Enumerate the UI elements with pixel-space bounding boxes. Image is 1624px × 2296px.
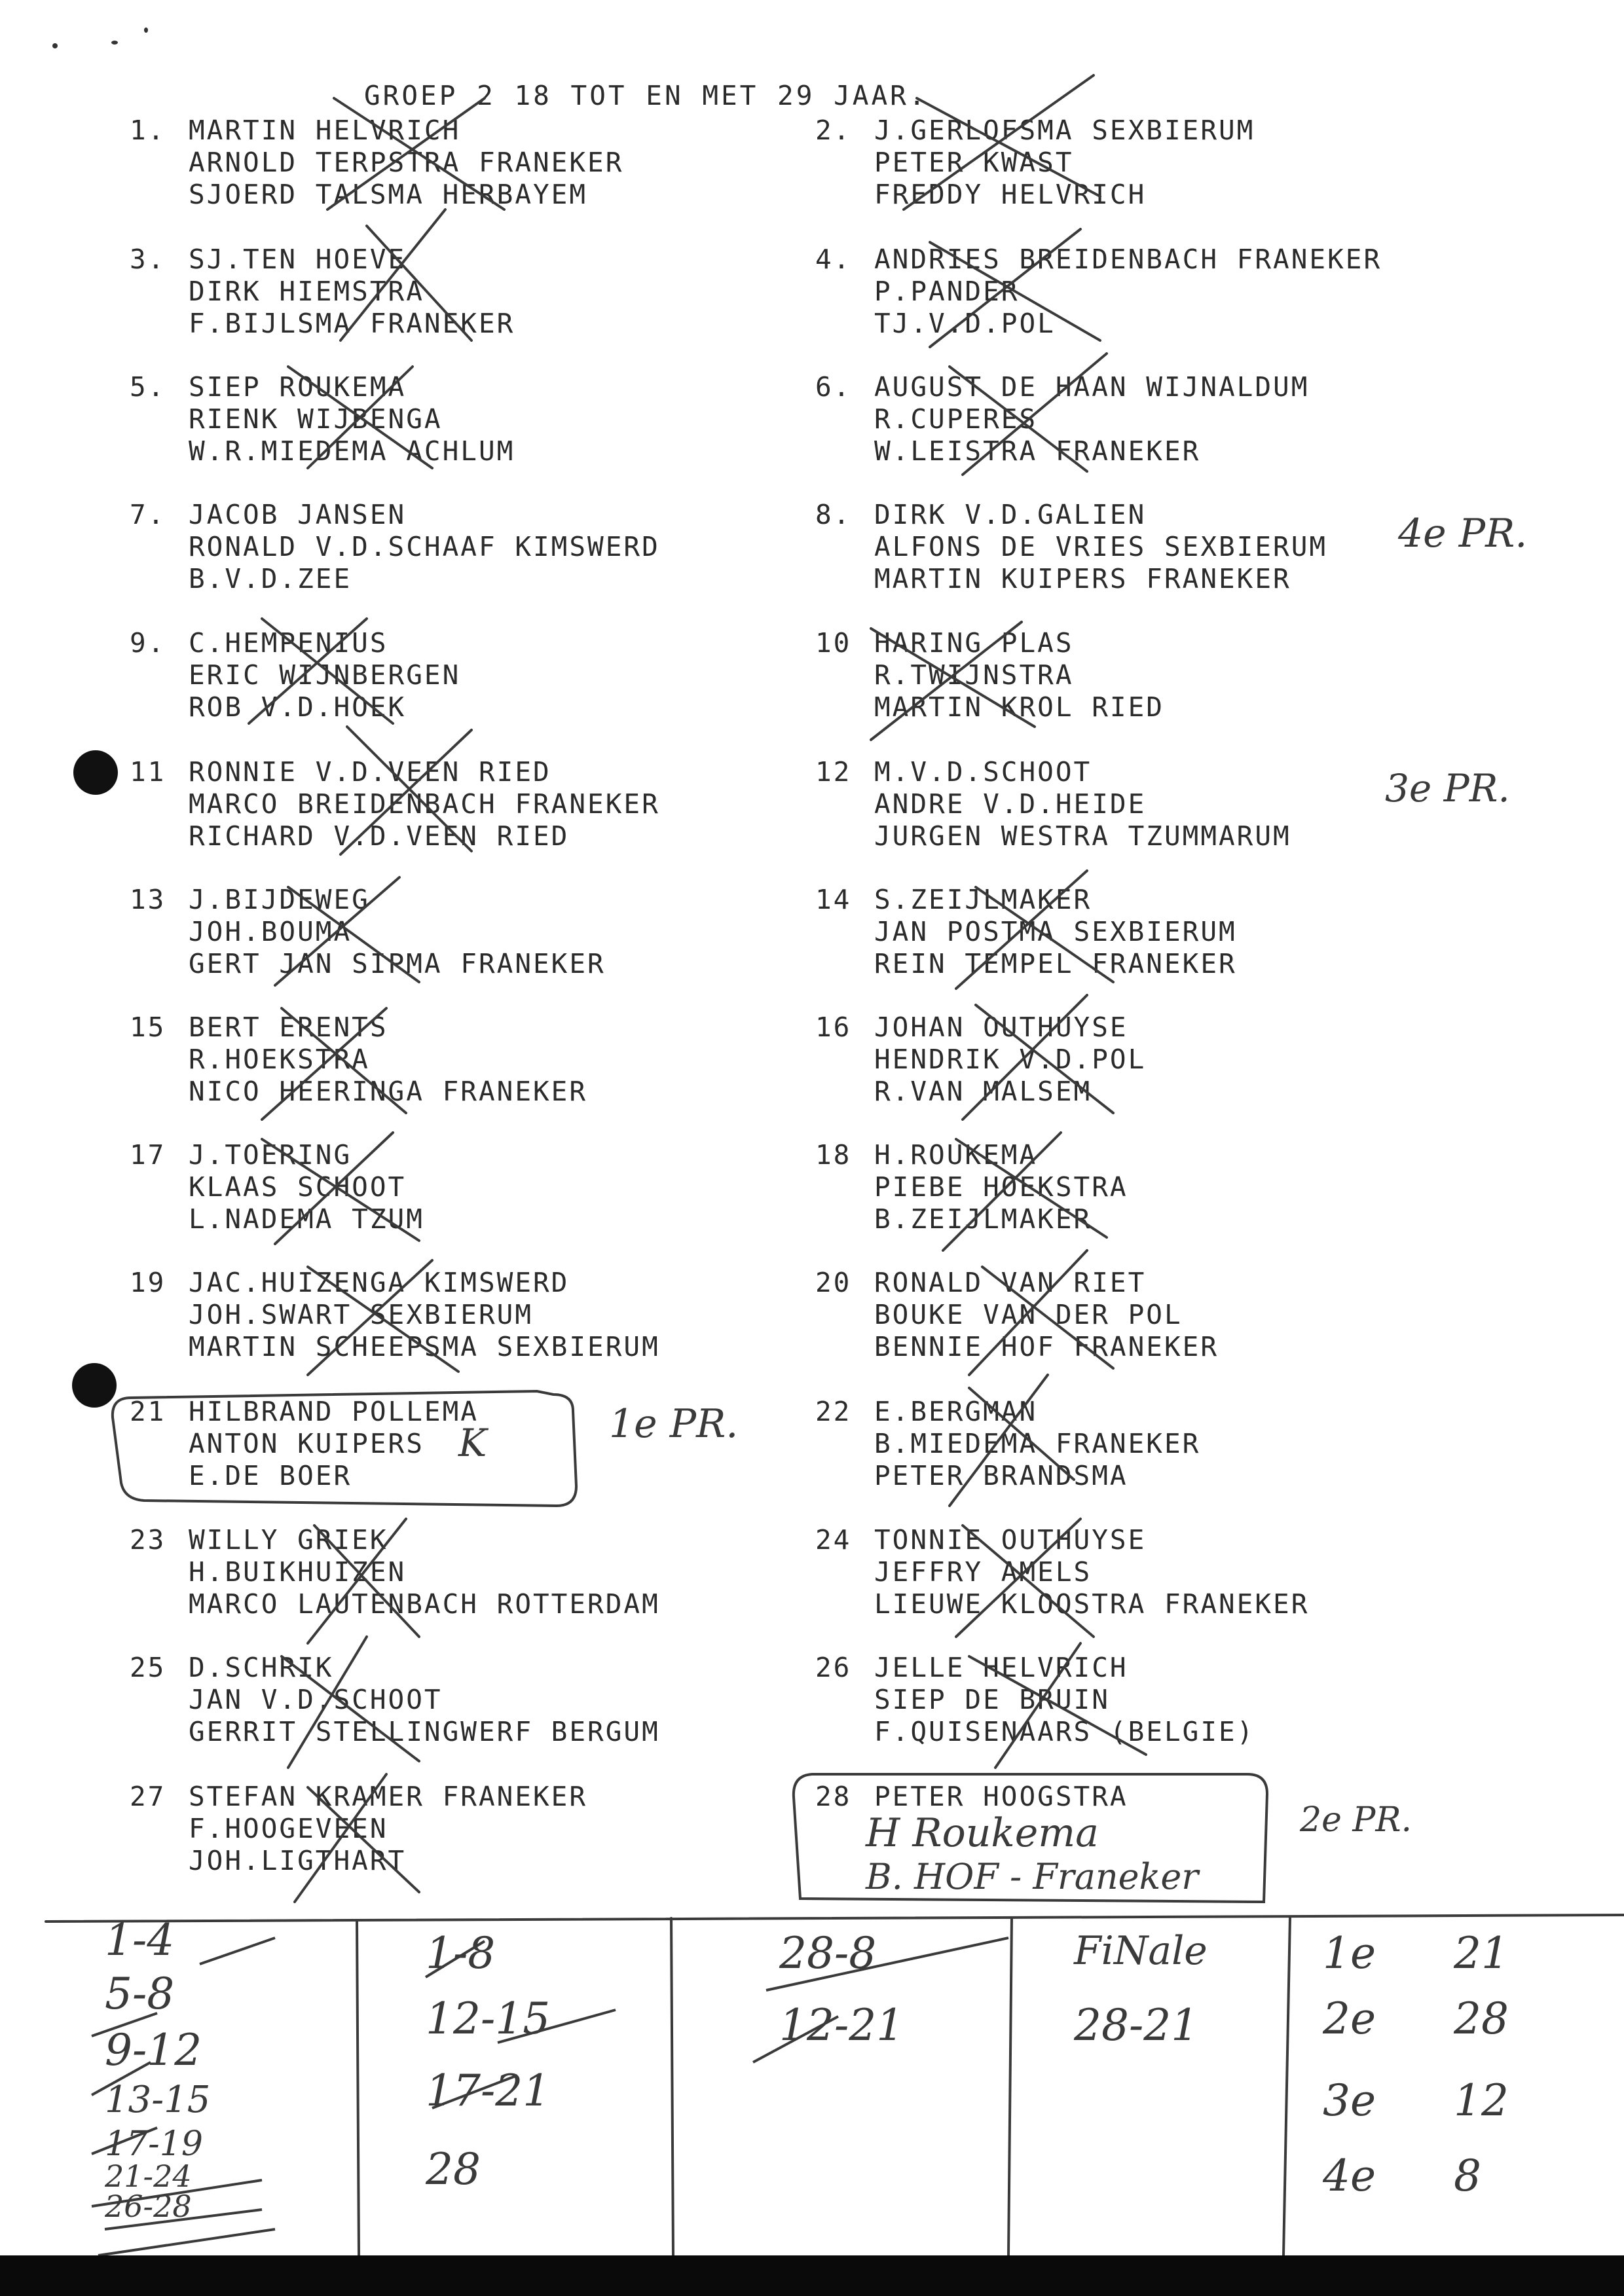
- player-line: STEFAN KRAMER FRANEKER: [189, 1781, 588, 1812]
- player-line: ALFONS DE VRIES SEXBIERUM: [874, 531, 1328, 562]
- player-line: ANDRIES BREIDENBACH FRANEKER: [874, 244, 1382, 275]
- prize-note-8: 4e PR.: [1398, 511, 1528, 556]
- team-number: 16: [815, 1011, 852, 1043]
- bracket-results: [1303, 1915, 1617, 2257]
- team-number: 28: [815, 1781, 852, 1812]
- team-number: 20: [815, 1267, 852, 1298]
- round1-match: 13-15: [105, 2079, 211, 2121]
- player-line: C.HEMPENIUS: [189, 627, 388, 659]
- player-line: L.NADEMA TZUM: [189, 1203, 424, 1235]
- player-line: BOUKE VAN DER POL: [874, 1299, 1183, 1330]
- team-number: 18: [815, 1139, 852, 1171]
- team-number: 14: [815, 884, 852, 915]
- result-team: 28: [1454, 1994, 1509, 2044]
- player-line: JOH.LIGTHART: [189, 1845, 407, 1876]
- team-number: 15: [130, 1011, 166, 1043]
- bullet-dot-11: [73, 750, 118, 795]
- prize-note-12: 3e PR.: [1385, 766, 1510, 811]
- player-line: E.DE BOER: [189, 1460, 352, 1491]
- player-line: ROB V.D.HOEK: [189, 691, 407, 723]
- result-place: 1e: [1323, 1928, 1376, 1978]
- team-number: 5.: [130, 371, 166, 403]
- player-line: ARNOLD TERPSTRA FRANEKER: [189, 147, 624, 178]
- player-line: JOHAN OUTHUYSE: [874, 1011, 1128, 1043]
- player-line: E.BERGMAN: [874, 1396, 1038, 1427]
- player-line: RICHARD V.D.VEEN RIED: [189, 820, 570, 852]
- player-line: RIENK WIJBENGA: [189, 403, 443, 435]
- player-line: GERRIT STELLINGWERF BERGUM: [189, 1716, 660, 1747]
- player-line: ERIC WIJNBERGEN: [189, 659, 461, 691]
- player-line: H.ROUKEMA: [874, 1139, 1038, 1171]
- player-line: REIN TEMPEL FRANEKER: [874, 948, 1237, 979]
- player-line: S.ZEIJLMAKER: [874, 884, 1092, 915]
- result-team: 8: [1454, 2151, 1481, 2201]
- player-line: PIEBE HOEKSTRA: [874, 1171, 1128, 1203]
- team-number: 21: [130, 1396, 166, 1427]
- round2-match: 28: [426, 2144, 481, 2195]
- document-title: GROEP 2 18 TOT EN MET 29 JAAR.: [364, 80, 928, 111]
- team-number: 17: [130, 1139, 166, 1171]
- round1-match: 9-12: [105, 2025, 202, 2075]
- player-line: R.CUPERES: [874, 403, 1038, 435]
- player-line: D.SCHRIK: [189, 1652, 334, 1683]
- handwritten-player-1: H Roukema: [866, 1810, 1099, 1856]
- player-line: JAC.HUIZENGA KIMSWERD: [189, 1267, 570, 1298]
- round2-match: 12-15: [426, 1994, 551, 2044]
- bracket-round-2: [413, 1915, 668, 2257]
- player-line: PETER BRANDSMA: [874, 1460, 1128, 1491]
- player-line: HILBRAND POLLEMA: [189, 1396, 479, 1427]
- player-line: HARING PLAS: [874, 627, 1074, 659]
- round1-match: 5-8: [105, 1969, 175, 2019]
- speck-mark: [144, 27, 148, 33]
- entry-21-mark: K: [458, 1421, 487, 1465]
- bracket-round-1: [92, 1915, 354, 2257]
- result-place: 4e: [1323, 2151, 1376, 2201]
- player-line: F.BIJLSMA FRANEKER: [189, 308, 515, 339]
- round1-match: 21-24: [105, 2159, 192, 2194]
- player-line: RONNIE V.D.VEEN RIED: [189, 756, 551, 788]
- player-line: M.V.D.SCHOOT: [874, 756, 1092, 788]
- player-line: HENDRIK V.D.POL: [874, 1044, 1147, 1075]
- player-line: MARTIN KUIPERS FRANEKER: [874, 563, 1291, 594]
- team-number: 7.: [130, 499, 166, 530]
- player-line: JOH.BOUMA: [189, 916, 352, 947]
- player-line: SJOERD TALSMA HERBAYEM: [189, 179, 588, 210]
- player-line: R.TWIJNSTRA: [874, 659, 1074, 691]
- scan-edge: [0, 2255, 1624, 2296]
- round1-match: 1-4: [105, 1915, 175, 1965]
- team-number: 27: [130, 1781, 166, 1812]
- team-number: 11: [130, 756, 166, 788]
- team-number: 23: [130, 1524, 166, 1556]
- player-line: BENNIE HOF FRANEKER: [874, 1331, 1219, 1362]
- bracket-round-3: [766, 1915, 1008, 2257]
- speck-mark: [52, 43, 58, 48]
- player-line: MARCO LAUTENBACH ROTTERDAM: [189, 1588, 660, 1620]
- player-line: R.VAN MALSEM: [874, 1076, 1092, 1107]
- player-line: PETER KWAST: [874, 147, 1074, 178]
- player-line: MARTIN KROL RIED: [874, 691, 1164, 723]
- player-line: J.BIJDEWEG: [189, 884, 370, 915]
- speck-mark: [111, 41, 118, 45]
- player-line: F.QUISENAARS (BELGIE): [874, 1716, 1255, 1747]
- player-line: B.ZEIJLMAKER: [874, 1203, 1092, 1235]
- player-line: H.BUIKHUIZEN: [189, 1556, 407, 1588]
- player-line: BERT ERENTS: [189, 1011, 388, 1043]
- result-place: 2e: [1323, 1994, 1376, 2044]
- player-line: PETER HOOGSTRA: [874, 1781, 1128, 1812]
- player-line: GERT JAN SIPMA FRANEKER: [189, 948, 606, 979]
- team-number: 3.: [130, 244, 166, 275]
- player-line: JOH.SWART SEXBIERUM: [189, 1299, 533, 1330]
- round1-match: 26-28: [105, 2189, 192, 2224]
- player-line: TONNIE OUTHUYSE: [874, 1524, 1147, 1556]
- round2-match: 1-8: [426, 1928, 496, 1978]
- handwritten-player-2: B. HOF - Franeker: [866, 1856, 1199, 1897]
- player-line: J.TOERING: [189, 1139, 352, 1171]
- team-number: 10: [815, 627, 852, 659]
- player-line: SIEP ROUKEMA: [189, 371, 407, 403]
- prize-note-21: 1e PR.: [609, 1401, 739, 1447]
- player-line: MARCO BREIDENBACH FRANEKER: [189, 788, 660, 820]
- player-line: ANTON KUIPERS: [189, 1428, 424, 1459]
- team-number: 25: [130, 1652, 166, 1683]
- result-team: 21: [1454, 1928, 1509, 1978]
- player-line: RONALD VAN RIET: [874, 1267, 1147, 1298]
- team-number: 6.: [815, 371, 852, 403]
- player-line: SIEP DE BRUIN: [874, 1684, 1110, 1715]
- final-match: 28-21: [1074, 2000, 1199, 2050]
- player-line: TJ.V.D.POL: [874, 308, 1056, 339]
- player-line: B.V.D.ZEE: [189, 563, 352, 594]
- team-number: 8.: [815, 499, 852, 530]
- team-number: 1.: [130, 115, 166, 146]
- team-number: 26: [815, 1652, 852, 1683]
- player-line: B.MIEDEMA FRANEKER: [874, 1428, 1201, 1459]
- player-line: ANDRE V.D.HEIDE: [874, 788, 1147, 820]
- player-line: JURGEN WESTRA TZUMMARUM: [874, 820, 1291, 852]
- player-line: JACOB JANSEN: [189, 499, 407, 530]
- player-line: LIEUWE KLOOSTRA FRANEKER: [874, 1588, 1310, 1620]
- player-line: DIRK HIEMSTRA: [189, 276, 424, 307]
- team-number: 12: [815, 756, 852, 788]
- player-line: WILLY GRIEK: [189, 1524, 388, 1556]
- player-line: R.HOEKSTRA: [189, 1044, 370, 1075]
- round3-match: 28-8: [779, 1928, 877, 1978]
- player-line: FREDDY HELVRICH: [874, 179, 1147, 210]
- round2-match: 17-21: [426, 2066, 551, 2116]
- player-line: MARTIN SCHEEPSMA SEXBIERUM: [189, 1331, 660, 1362]
- team-number: 19: [130, 1267, 166, 1298]
- result-place: 3e: [1323, 2075, 1376, 2126]
- player-line: MARTIN HELVRICH: [189, 115, 461, 146]
- team-number: 9.: [130, 627, 166, 659]
- player-line: JAN V.D.SCHOOT: [189, 1684, 443, 1715]
- bracket-final: [1061, 1915, 1283, 2257]
- result-team: 12: [1454, 2075, 1509, 2126]
- team-number: 22: [815, 1396, 852, 1427]
- player-line: SJ.TEN HOEVE: [189, 244, 407, 275]
- player-line: DIRK V.D.GALIEN: [874, 499, 1147, 530]
- player-line: J.GERLOFSMA SEXBIERUM: [874, 115, 1255, 146]
- player-line: W.R.MIEDEMA ACHLUM: [189, 435, 515, 467]
- player-line: F.HOOGEVEEN: [189, 1813, 388, 1844]
- round3-match: 12-21: [779, 2000, 904, 2050]
- prize-note-28: 2e PR.: [1300, 1800, 1412, 1840]
- bracket-table: [0, 1915, 1624, 2257]
- player-line: JELLE HELVRICH: [874, 1652, 1128, 1683]
- player-line: JAN POSTMA SEXBIERUM: [874, 916, 1237, 947]
- team-number: 2.: [815, 115, 852, 146]
- player-line: W.LEISTRA FRANEKER: [874, 435, 1201, 467]
- player-line: RONALD V.D.SCHAAF KIMSWERD: [189, 531, 660, 562]
- team-number: 13: [130, 884, 166, 915]
- player-line: P.PANDER: [874, 276, 1020, 307]
- player-line: AUGUST DE HAAN WIJNALDUM: [874, 371, 1310, 403]
- bullet-dot-21: [72, 1363, 117, 1408]
- team-number: 4.: [815, 244, 852, 275]
- player-line: NICO HEERINGA FRANEKER: [189, 1076, 588, 1107]
- player-line: KLAAS SCHOOT: [189, 1171, 407, 1203]
- round1-match: 17-19: [105, 2124, 203, 2164]
- player-line: JEFFRY AMELS: [874, 1556, 1092, 1588]
- final-label: FiNale: [1074, 1928, 1208, 1974]
- team-number: 24: [815, 1524, 852, 1556]
